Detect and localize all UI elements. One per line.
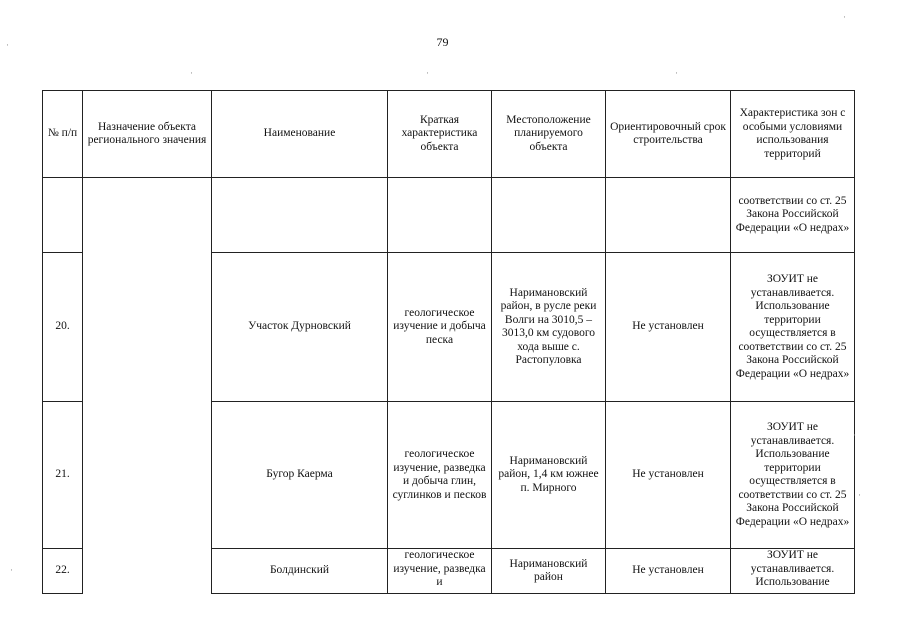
header-num: № п/п <box>43 91 83 178</box>
table-row-continuation <box>43 178 855 253</box>
scan-speck: · <box>426 68 429 78</box>
cell-location: Наримановский район <box>492 549 606 594</box>
header-purpose: Назначение объекта регионального значения <box>83 91 212 178</box>
cell-name: Болдинский <box>212 549 388 594</box>
cell-zone: ЗОУИТ не устанавливается. Использование <box>731 549 855 594</box>
cell-name: Бугор Каерма <box>212 402 388 549</box>
page-number: 79 <box>436 35 449 49</box>
cell-location: Наримановский район, 1,4 км южнее п. Мирного <box>492 402 606 549</box>
cell-term: Не установлен <box>606 253 731 402</box>
cell-characteristic: геологическое изучение и добыча песка <box>388 253 492 402</box>
header-name: Наименование <box>212 91 388 178</box>
header-zone: Характеристика зон с особыми условиями использования территорий <box>731 91 855 178</box>
header-term: Ориентировочный срок строительства <box>606 91 731 178</box>
header-location: Местоположение планируемого объекта <box>492 91 606 178</box>
cell-name: Участок Дурновский <box>212 253 388 402</box>
header-characteristic: Краткая характеристика объекта <box>388 91 492 178</box>
cell-purpose-merged <box>83 178 212 594</box>
objects-table <box>42 90 855 594</box>
scan-speck: · <box>6 40 9 50</box>
cell-location: Наримановский район, в русле реки Волги на 3010,5 – 3013,0 км судового хода выше с. Растопуловка <box>492 253 606 402</box>
cell-term: Не установлен <box>606 402 731 549</box>
scan-speck: · <box>190 68 193 78</box>
header-row <box>43 91 855 178</box>
scan-speck: · <box>675 68 678 78</box>
cell-num <box>43 178 83 253</box>
scan-speck: · <box>10 565 13 575</box>
cell-num: 20. <box>43 253 83 402</box>
cell-num: 21. <box>43 402 83 549</box>
cell-zone: соответствии со ст. 25 Закона Российской Федерации «О недрах» <box>731 178 855 253</box>
cell-zone: ЗОУИТ не устанавливается. Использование территории осуществляется в соответствии со ст. 25 Закона Российской Федерации «О недрах» <box>731 253 855 402</box>
cell-name <box>212 178 388 253</box>
cell-characteristic <box>388 178 492 253</box>
scan-speck: · <box>853 430 856 440</box>
cell-characteristic: геологическое изучение, разведка и добыча глин, суглинков и песков <box>388 402 492 549</box>
cell-characteristic: геологическое изучение, разведка и <box>388 549 492 594</box>
cell-term <box>606 178 731 253</box>
scan-speck: · <box>843 12 846 22</box>
cell-location <box>492 178 606 253</box>
scan-speck: · <box>858 490 861 500</box>
cell-term: Не установлен <box>606 549 731 594</box>
cell-num: 22. <box>43 549 83 594</box>
cell-zone: ЗОУИТ не устанавливается. Использование территории осуществляется в соответствии со ст. 25 Закона Российской Федерации «О недрах» <box>731 402 855 549</box>
